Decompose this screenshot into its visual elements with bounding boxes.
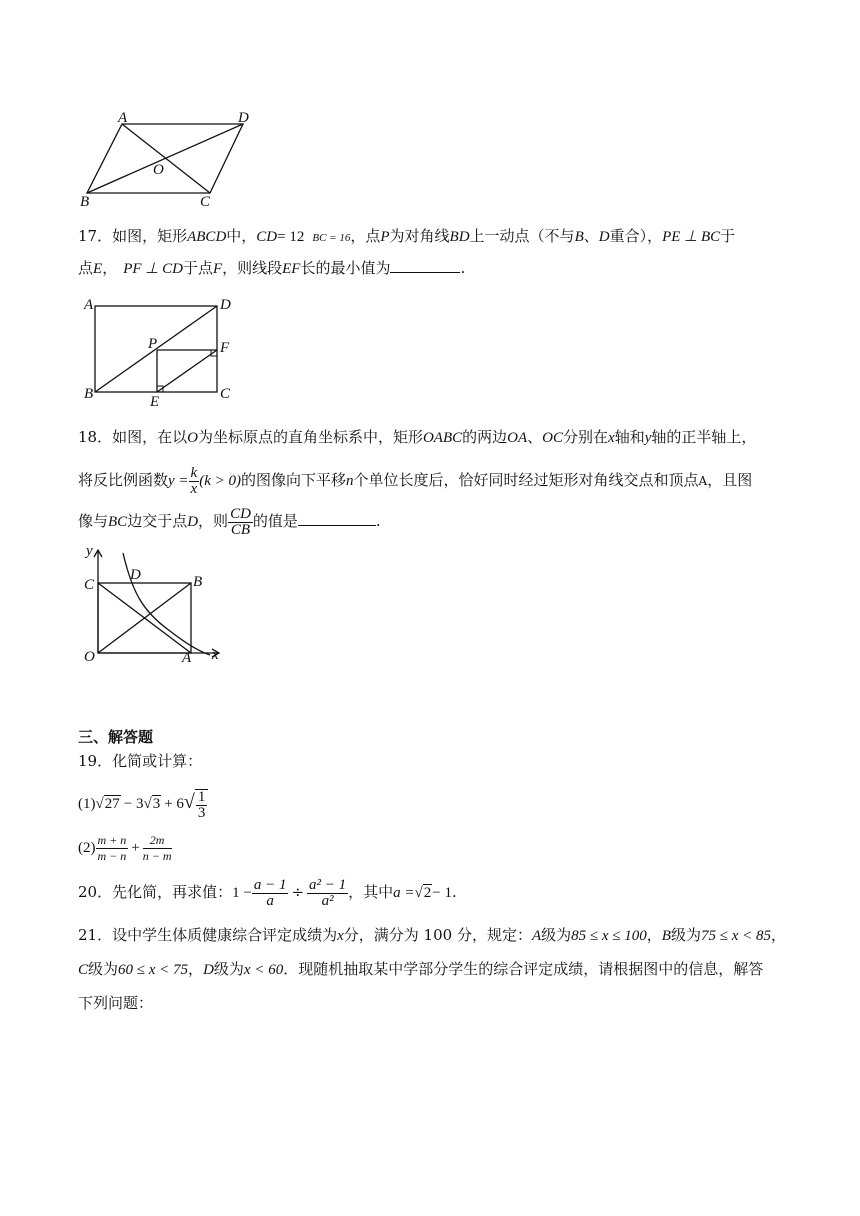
q19-part2 — [78, 832, 172, 864]
q17-pf-cd: PF ⊥ CD — [123, 261, 183, 277]
q19-part1: (1)√27 − 3√3 + 6√ $\frac{1}{3}$ — [78, 786, 208, 821]
q18-text: 、 — [527, 428, 543, 446]
q17-text: 如图，矩形 — [112, 227, 188, 245]
q18-line3 — [78, 504, 381, 539]
q21-line3 — [78, 993, 153, 1013]
q21-number: 21． — [78, 926, 113, 944]
q17-text: 于 — [720, 227, 736, 245]
q18-n: n — [346, 473, 354, 489]
q17-text: ，点 — [350, 227, 381, 245]
q21-grade-a: A — [531, 928, 542, 944]
q21-grade-d: D — [203, 962, 214, 978]
q21-range-b: 75 ≤ x < 85 — [700, 928, 771, 944]
q20-frac-a — [252, 878, 289, 909]
q19-frac-b — [143, 833, 172, 864]
q21-text: 分，满分为 100 分，规定： — [343, 926, 532, 944]
q18-number: 18． — [78, 428, 113, 446]
q19-sqrt27: 27 — [104, 796, 120, 812]
q19-sqrt3: 3 — [152, 796, 161, 812]
q20-am1: a − 1 — [253, 876, 287, 893]
fig17-label-b: B — [84, 386, 94, 402]
q18-oc: OC — [542, 430, 564, 446]
q20-text: 先化简，再求值： — [112, 883, 233, 901]
fig16-label-c: C — [200, 194, 211, 210]
q18-cd-over-cb — [228, 507, 253, 538]
q21-range-a: 85 ≤ x ≤ 100 — [571, 928, 647, 944]
q17-pe-bc: PE ⊥ BC — [662, 229, 721, 245]
q18-k: k — [190, 464, 198, 481]
q18-xv: x — [190, 480, 198, 497]
q17-text: 重合）， — [609, 227, 663, 245]
fig16-label-d: D — [238, 110, 249, 126]
q18-text: 的值是 — [252, 512, 298, 530]
q18-y-eq: y = — [168, 473, 189, 489]
q19-plus: + — [131, 840, 140, 856]
q17-ef: EF — [282, 261, 301, 277]
q19-text: 化简或计算： — [112, 752, 203, 770]
q21-text: ．现随机抽取某中学部分学生的综合评定成绩，请根据图中的信息，解答 — [283, 960, 764, 978]
q21-range-c: 60 ≤ x < 75 — [118, 962, 189, 978]
rectangle-figure-17 — [80, 295, 240, 410]
q18-a: A — [698, 474, 708, 488]
q19-p1-label: (1) — [78, 796, 96, 812]
fig18-label-b: B — [193, 574, 203, 590]
q18-answer-blank[interactable] — [298, 511, 376, 526]
q21-range-d: x < 60 — [243, 962, 284, 978]
q17-text: 于点 — [182, 259, 213, 277]
q17-text: 上一动点（不与 — [469, 227, 575, 245]
q21-line1 — [78, 925, 786, 946]
q21-text: ， — [770, 926, 786, 944]
q18-x: x — [608, 430, 615, 446]
q17-text: ，则线段 — [222, 259, 283, 277]
q21-text: 下列问题： — [78, 994, 154, 1012]
q18-cb: CB — [230, 521, 251, 538]
q18-text: 像与 — [78, 512, 109, 530]
q18-text: 个单位长度后，恰好同时经过矩形对角线交点和顶点 — [353, 471, 699, 489]
q18-cd: CD — [230, 505, 251, 522]
fig17-label-a: A — [84, 297, 94, 313]
q20-sqrt2: 2 — [423, 885, 432, 901]
q18-line1 — [78, 427, 756, 448]
q21-text: 级为 — [541, 926, 572, 944]
q19-mmn: m − n — [97, 849, 127, 864]
q21-grade-c: C — [78, 962, 89, 978]
q21-text: 级为 — [213, 960, 244, 978]
q21-text: 级为 — [670, 926, 701, 944]
q19-frac-a — [96, 833, 129, 864]
q18-text: 边交于点 — [127, 512, 188, 530]
q17-p: P — [380, 229, 390, 245]
q18-text: 轴的正半轴上， — [651, 428, 757, 446]
q19-number: 19． — [78, 752, 113, 770]
q17-line2 — [78, 258, 465, 279]
q18-o: O — [187, 430, 198, 446]
q21-text: ， — [646, 926, 662, 944]
q18-text: 为坐标原点的直角坐标系中，矩形 — [197, 428, 423, 446]
q20-a: a — [266, 892, 274, 909]
q21-x: x — [337, 928, 344, 944]
q18-text: 分别在 — [563, 428, 609, 446]
q21-grade-b: B — [661, 928, 671, 944]
fig18-label-d: D — [130, 567, 141, 583]
fig17-label-c: C — [220, 386, 231, 402]
q18-y: y — [644, 430, 652, 446]
q17-text: 点 — [78, 259, 94, 277]
section-heading: 三、解答题 — [78, 728, 154, 746]
q18-line2 — [78, 463, 752, 498]
fig17-label-d: D — [220, 297, 231, 313]
q17-text: ， — [102, 259, 118, 277]
q17-line1 — [78, 226, 735, 248]
q18-oa: OA — [507, 430, 528, 446]
q20-one-minus: 1 − — [232, 885, 252, 901]
q18-text: . — [375, 512, 381, 530]
fig18-label-x: x — [212, 647, 219, 663]
q20-where: ，其中 — [348, 883, 394, 901]
q17-bd: BD — [449, 229, 470, 245]
q18-text: 的图像向下平移 — [241, 471, 347, 489]
q17-e: E — [93, 261, 103, 277]
q17-text: 中， — [226, 227, 257, 245]
fig18-label-y: y — [86, 543, 93, 559]
q18-text: 的两边 — [462, 428, 508, 446]
q19-nmm: n − m — [142, 849, 172, 864]
q17-eq12: = 12 — [277, 229, 305, 245]
q21-text: 级为 — [88, 960, 119, 978]
fig17-label-f: F — [220, 340, 230, 356]
q21-line2 — [78, 959, 763, 980]
q17-text: 、 — [583, 227, 599, 245]
q19-line — [78, 751, 202, 771]
q18-text: ，且图 — [707, 471, 753, 489]
q18-d: D — [187, 514, 199, 530]
q20-aeq: a = — [393, 885, 415, 901]
q17-d: D — [598, 229, 610, 245]
fig18-label-o: O — [84, 649, 95, 665]
q18-text: ，则 — [198, 512, 229, 530]
q17-answer-blank[interactable] — [390, 258, 460, 273]
q19-twom: 2m — [143, 833, 172, 849]
q20-a2: a² — [321, 892, 334, 909]
q19-minus3: − 3 — [123, 796, 144, 812]
q18-text: 轴和 — [614, 428, 645, 446]
fig18-label-a: A — [182, 650, 192, 666]
q21-text: ， — [188, 960, 204, 978]
q19-one: 1 — [197, 788, 206, 805]
q19-sqrt-fraction — [195, 789, 209, 821]
fig16-label-a: A — [118, 110, 128, 126]
q20-minus1: − 1 — [432, 885, 452, 901]
q18-cond: (k > 0) — [199, 473, 241, 489]
fig18-label-c: C — [84, 577, 95, 593]
q17-bc16: BC = 16 — [312, 232, 351, 244]
q17-abcd: ABCD — [187, 229, 227, 245]
q18-k-over-x — [189, 466, 200, 497]
q18-text: 如图，在以 — [112, 428, 188, 446]
q17-text: 长的最小值为 — [300, 259, 391, 277]
q20-frac-b — [307, 878, 348, 909]
q21-text: 设中学生体质健康综合评定成绩为 — [112, 926, 338, 944]
fig16-label-b: B — [80, 194, 90, 210]
q17-b: B — [574, 229, 584, 245]
q20-a2m1: a² − 1 — [309, 876, 347, 893]
q17-text: 为对角线 — [389, 227, 450, 245]
fig17-label-p: P — [148, 336, 158, 352]
q18-text: 将反比例函数 — [78, 471, 169, 489]
q17-number: 17． — [78, 227, 113, 245]
q20-div: ÷ — [291, 883, 305, 901]
q17-text: . — [460, 259, 466, 277]
fig16-label-o: O — [153, 162, 164, 178]
q20-period: . — [452, 883, 457, 901]
q19-three: 3 — [197, 804, 206, 821]
q18-bc: BC — [108, 514, 128, 530]
q19-p2-label: (2) — [78, 840, 96, 856]
q20-number: 20． — [78, 883, 113, 901]
q17-cd: CD — [256, 229, 278, 245]
fig17-label-e: E — [150, 394, 160, 410]
q19-plus6: + 6 — [164, 796, 184, 812]
q18-oabc: OABC — [422, 430, 463, 446]
q19-mpn: m + n — [97, 833, 127, 848]
q20-line: 20．先化简，再求值：1 − $\frac{a - 1}{a}$ ÷ $\frac{\text{a² − 1}}{\text{a²}}$ ，其中a =√2− 1. — [78, 876, 457, 909]
q17-f: F — [212, 261, 223, 277]
